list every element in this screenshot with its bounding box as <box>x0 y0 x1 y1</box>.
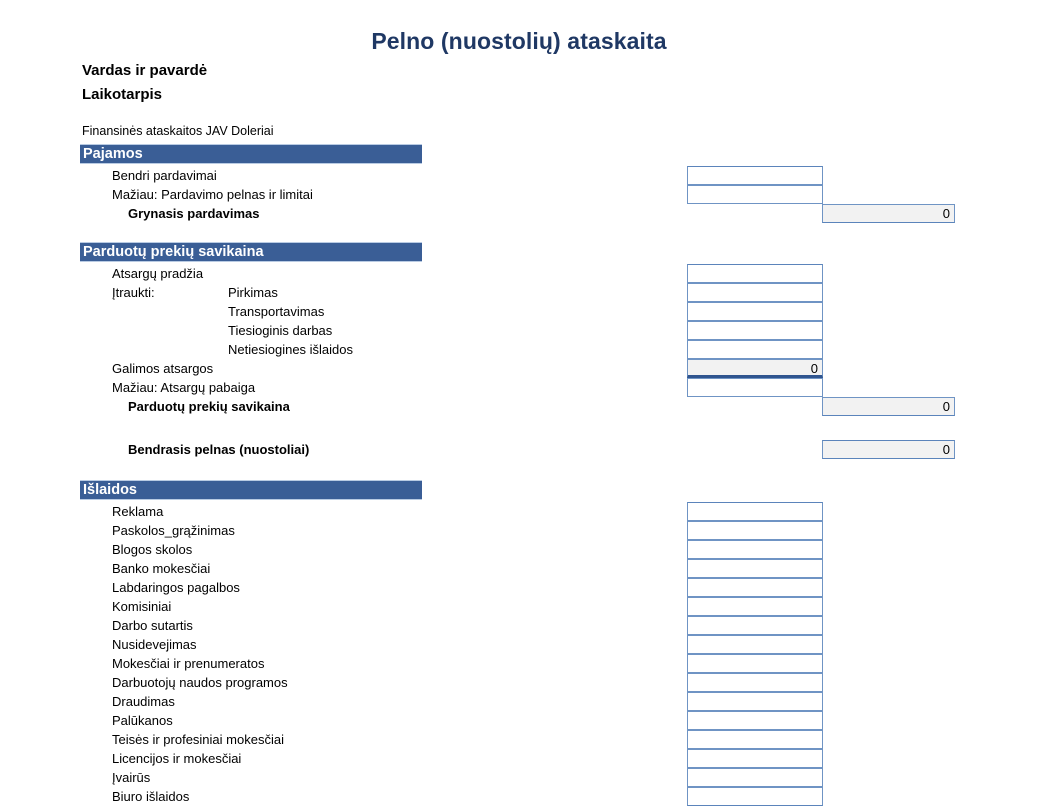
row-label-cogs-3: Tiesioginis darbas <box>228 323 333 338</box>
input-cell-expenses-9[interactable] <box>687 673 823 692</box>
period-label: Laikotarpis <box>82 86 163 103</box>
input-cell-expenses-15[interactable] <box>687 787 823 806</box>
row-label-expenses-2: Blogos skolos <box>112 542 193 557</box>
input-cell-expenses-7[interactable] <box>687 635 823 654</box>
input-cell-cogs-0[interactable] <box>687 264 823 283</box>
row-label-expenses-10: Draudimas <box>112 694 175 709</box>
input-cell-expenses-1[interactable] <box>687 521 823 540</box>
row-label-revenue-1: Mažiau: Pardavimo pelnas ir limitai <box>112 187 313 202</box>
input-cell-cogs-4[interactable] <box>687 340 823 359</box>
cell-value-cogs-5: 0 <box>810 361 818 376</box>
row-label-expenses-4: Labdaringos pagalbos <box>112 580 240 595</box>
row-label-expenses-11: Palūkanos <box>112 713 173 728</box>
row-label-expenses-1: Paskolos_grąžinimas <box>112 523 235 538</box>
input-cell-expenses-3[interactable] <box>687 559 823 578</box>
input-cell-revenue-0[interactable] <box>687 166 823 185</box>
row-label-expenses-5: Komisiniai <box>112 599 172 614</box>
row-label-expenses-6: Darbo sutartis <box>112 618 193 633</box>
row-label-cogs-7: Parduotų prekių savikaina <box>128 399 290 414</box>
row-label-expenses-9: Darbuotojų naudos programos <box>112 675 288 690</box>
row-label-cogs-2: Transportavimas <box>228 304 325 319</box>
row-label-cogs-4: Netiesiogines išlaidos <box>228 342 354 357</box>
cell-value-revenue-2: 0 <box>942 206 950 221</box>
input-cell-expenses-6[interactable] <box>687 616 823 635</box>
input-cell-expenses-8[interactable] <box>687 654 823 673</box>
row-label-revenue-2: Grynasis pardavimas <box>128 206 260 221</box>
computed-cell-cogs-7 <box>822 397 955 416</box>
input-cell-expenses-10[interactable] <box>687 692 823 711</box>
input-cell-expenses-4[interactable] <box>687 578 823 597</box>
row-label-expenses-15: Biuro išlaidos <box>112 789 190 804</box>
row-label-gross-profit-0: Bendrasis pelnas (nuostoliai) <box>128 442 310 457</box>
row-label-cogs-0: Atsargų pradžia <box>112 266 204 281</box>
row-label-revenue-0: Bendri pardavimai <box>112 168 217 183</box>
input-cell-expenses-11[interactable] <box>687 711 823 730</box>
input-cell-revenue-1[interactable] <box>687 185 823 204</box>
input-cell-expenses-14[interactable] <box>687 768 823 787</box>
input-cell-expenses-2[interactable] <box>687 540 823 559</box>
input-cell-cogs-3[interactable] <box>687 321 823 340</box>
row-label-expenses-7: Nusidevejimas <box>112 637 197 652</box>
input-cell-cogs-1[interactable] <box>687 283 823 302</box>
computed-cell-revenue-2 <box>822 204 955 223</box>
cell-value-cogs-7: 0 <box>942 399 950 414</box>
section-header-cogs: Parduotų prekių savikaina <box>80 242 422 262</box>
row-label-expenses-12: Teisės ir profesiniai mokesčiai <box>112 732 284 747</box>
input-cell-expenses-12[interactable] <box>687 730 823 749</box>
input-cell-cogs-6[interactable] <box>687 378 823 397</box>
row-label-expenses-8: Mokesčiai ir prenumeratos <box>112 656 265 671</box>
row-label-expenses-14: Įvairūs <box>112 770 151 785</box>
computed-cell-cogs-5 <box>687 359 823 378</box>
cell-value-gross-profit-0: 0 <box>942 442 950 457</box>
name-label: Vardas ir pavardė <box>82 62 208 79</box>
row-label-cogs-1: Įtraukti: <box>112 285 155 300</box>
currency-note: Finansinės ataskaitos JAV Doleriai <box>82 124 274 138</box>
section-header-revenue: Pajamos <box>80 144 422 164</box>
computed-cell-gross-profit-0 <box>822 440 955 459</box>
input-cell-expenses-5[interactable] <box>687 597 823 616</box>
section-header-expenses: Išlaidos <box>80 480 422 500</box>
page-title: Pelno (nuostolių) ataskaita <box>371 28 667 54</box>
row-label-cogs-6: Mažiau: Atsargų pabaiga <box>112 380 256 395</box>
row-label-expenses-13: Licencijos ir mokesčiai <box>112 751 242 766</box>
input-cell-expenses-13[interactable] <box>687 749 823 768</box>
input-cell-cogs-2[interactable] <box>687 302 823 321</box>
row-label-cogs-5: Galimos atsargos <box>112 361 214 376</box>
row-label-expenses-3: Banko mokesčiai <box>112 561 211 576</box>
row-sublabel-cogs-1: Pirkimas <box>228 285 278 300</box>
input-cell-expenses-0[interactable] <box>687 502 823 521</box>
row-label-expenses-0: Reklama <box>112 504 164 519</box>
